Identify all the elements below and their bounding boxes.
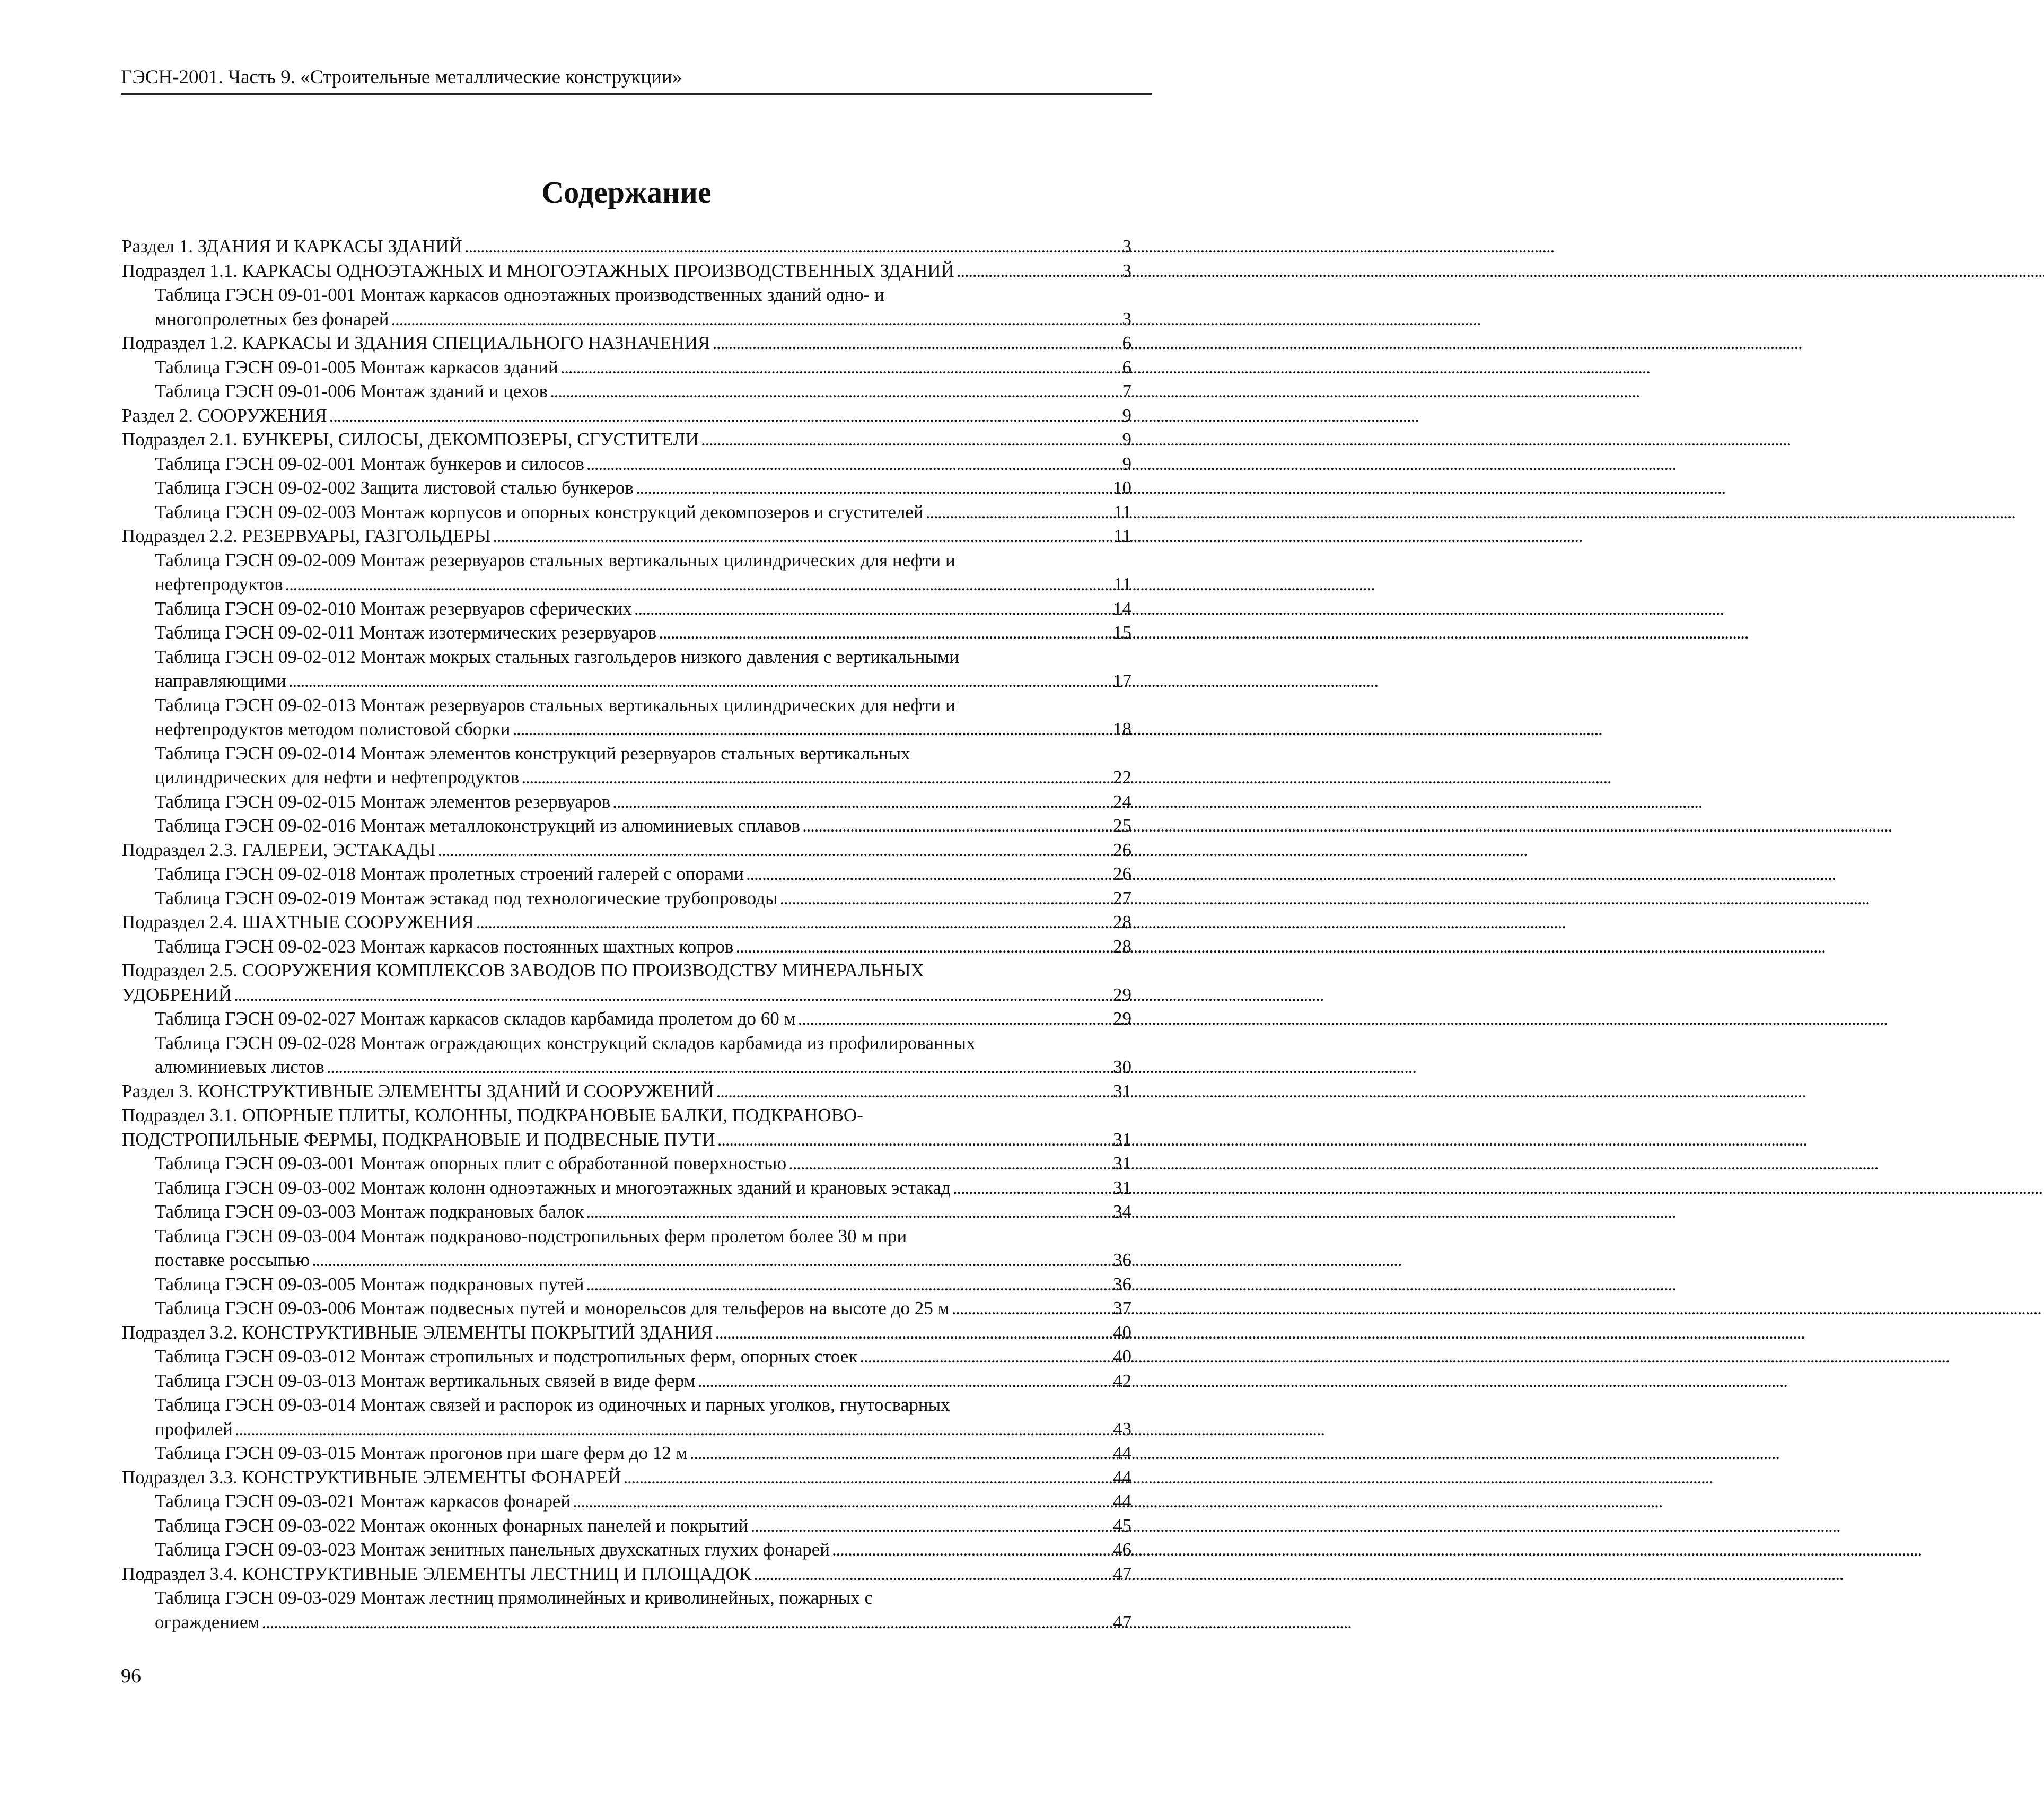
toc-entry-text: Таблица ГЭСН 09-02-012 Монтаж мокрых стальных газгольдеров низкого давления с вертикальными — [155, 646, 959, 667]
toc-page-number: 11 — [1113, 501, 1131, 522]
dot-leader — [464, 234, 1120, 259]
toc-line — [155, 1586, 1131, 1610]
toc-entry-text: Таблица ГЭСН 09-03-023 Монтаж зенитных панельных двухскатных глухих фонарей — [155, 1539, 830, 1560]
toc-page-number: 31 — [1113, 1177, 1131, 1198]
toc-entry-text: Таблица ГЭСН 09-03-002 Монтаж колонн одноэтажных и многоэтажных зданий и крановых эстакад — [155, 1177, 951, 1198]
toc-page-number: 31 — [1113, 1080, 1131, 1102]
toc-line — [155, 1489, 1131, 1514]
toc-line — [155, 1031, 1131, 1055]
toc-page-number: 42 — [1113, 1370, 1131, 1391]
toc-line — [155, 1055, 1131, 1079]
toc-line — [155, 500, 1131, 525]
toc-line — [155, 1393, 1131, 1417]
toc-table-entry[interactable] — [122, 621, 1131, 645]
dot-leader — [329, 404, 1120, 428]
dot-leader — [586, 1200, 1111, 1224]
toc-page-number: 22 — [1113, 767, 1131, 788]
toc-table-entry[interactable] — [122, 1296, 1131, 1321]
toc-entry-text: Таблица ГЭСН 09-03-022 Монтаж оконных фонарных панелей и покрытий — [155, 1515, 749, 1536]
toc-entry-text: направляющими — [155, 670, 286, 691]
toc-line — [122, 1321, 1131, 1345]
toc-line — [122, 404, 1131, 428]
dot-leader — [573, 1489, 1111, 1514]
toc-line — [155, 1610, 1131, 1635]
toc-entry-text: Таблица ГЭСН 09-02-014 Монтаж элементов конструкций резервуаров стальных вертикальных — [155, 742, 910, 764]
toc-table-entry[interactable] — [122, 548, 1131, 597]
toc-table-entry[interactable] — [122, 1344, 1131, 1369]
toc-line — [155, 1538, 1131, 1562]
toc-line — [155, 717, 1131, 741]
toc-line — [155, 1514, 1131, 1538]
page-number: 96 — [121, 1665, 141, 1687]
toc-table-entry[interactable] — [122, 790, 1131, 814]
toc-entry-text: Подраздел 1.1. КАРКАСЫ ОДНОЭТАЖНЫХ И МНОГОЭТАЖНЫХ ПРОИЗВОДСТВЕННЫХ ЗДАНИЙ — [122, 260, 954, 281]
toc-page-number: 28 — [1113, 912, 1131, 932]
toc-table-entry[interactable] — [122, 1369, 1131, 1393]
toc-entry-text: Таблица ГЭСН 09-02-015 Монтаж элементов резервуаров — [155, 791, 611, 812]
toc-page-number: 9 — [1122, 405, 1131, 426]
toc-subsection[interactable] — [122, 1465, 1131, 1490]
toc-line — [155, 693, 1131, 718]
dot-leader — [235, 1417, 1111, 1442]
toc-entry-text: ПОДСТРОПИЛЬНЫЕ ФЕРМЫ, ПОДКРАНОВЫЕ И ПОДВЕСНЫЕ ПУТИ — [122, 1129, 715, 1150]
dot-leader — [832, 1538, 1111, 1562]
toc-table-entry[interactable] — [122, 1586, 1131, 1634]
toc-subsection[interactable] — [122, 427, 1131, 452]
toc-entry-text: Таблица ГЭСН 09-02-019 Монтаж эстакад под технологические трубопроводы — [155, 887, 778, 908]
dot-leader — [717, 1128, 1111, 1152]
toc-page-number: 3 — [1122, 260, 1131, 281]
toc-page-number: 31 — [1113, 1129, 1131, 1150]
table-of-contents — [122, 234, 1131, 1634]
toc-subsection[interactable] — [122, 331, 1131, 355]
dot-leader — [493, 524, 1111, 548]
toc-line — [155, 476, 1131, 500]
toc-table-entry[interactable] — [122, 283, 1131, 331]
dot-leader — [715, 1321, 1111, 1345]
toc-entry-text: Подраздел 3.2. КОНСТРУКТИВНЫЕ ЭЛЕМЕНТЫ ПОКРЫТИЙ ЗДАНИЯ — [122, 1322, 713, 1343]
dot-leader — [701, 427, 1120, 452]
toc-line — [122, 838, 1131, 862]
toc-line — [122, 1465, 1131, 1490]
toc-entry-text: Подраздел 2.5. СООРУЖЕНИЯ КОМПЛЕКСОВ ЗАВОДОВ ПО ПРОИЗВОДСТВУ МИНЕРАЛЬНЫХ — [122, 960, 924, 981]
toc-page-number: 44 — [1113, 1491, 1131, 1512]
toc-page-number: 30 — [1113, 1056, 1131, 1077]
toc-table-entry[interactable] — [122, 741, 1131, 790]
toc-entry-text: Таблица ГЭСН 09-03-012 Монтаж стропильных и подстропильных ферм, опорных стоек — [155, 1346, 858, 1367]
dot-leader — [586, 452, 1120, 476]
toc-table-entry[interactable] — [122, 934, 1131, 959]
toc-entry-text: Таблица ГЭСН 09-02-010 Монтаж резервуаров сферических — [155, 598, 632, 619]
toc-page-number: 46 — [1113, 1539, 1131, 1560]
toc-page-number: 27 — [1113, 887, 1131, 908]
toc-entry-text: Таблица ГЭСН 09-03-006 Монтаж подвесных путей и монорельсов для тельферов на высоте до 25 м — [155, 1298, 950, 1318]
toc-table-entry[interactable] — [122, 379, 1131, 404]
dot-leader — [234, 983, 1111, 1007]
toc-line — [155, 1200, 1131, 1224]
toc-page-number: 37 — [1113, 1298, 1131, 1318]
toc-line — [155, 814, 1131, 838]
toc-line — [155, 548, 1131, 573]
dot-leader — [788, 1151, 1111, 1176]
dot-leader — [659, 621, 1111, 645]
toc-line — [155, 283, 1131, 307]
toc-line — [155, 1272, 1131, 1297]
toc-entry-text: Таблица ГЭСН 09-03-029 Монтаж лестниц прямолинейных и криволинейных, пожарных с — [155, 1587, 873, 1608]
toc-page-number: 9 — [1122, 453, 1131, 474]
toc-page-number: 47 — [1113, 1563, 1131, 1584]
dot-leader — [288, 669, 1111, 693]
toc-page-number: 43 — [1113, 1418, 1131, 1439]
toc-page-number: 28 — [1113, 936, 1131, 957]
toc-entry-text: поставке россыпью — [155, 1250, 310, 1270]
toc-line — [122, 427, 1131, 452]
dot-leader — [285, 572, 1112, 597]
toc-subsection[interactable] — [122, 910, 1131, 934]
toc-page-number: 45 — [1113, 1515, 1131, 1536]
dot-leader — [327, 1055, 1111, 1079]
toc-line — [155, 1417, 1131, 1442]
toc-entry-text: Таблица ГЭСН 09-03-021 Монтаж каркасов фонарей — [155, 1491, 571, 1512]
toc-entry-text: Подраздел 3.4. КОНСТРУКТИВНЫЕ ЭЛЕМЕНТЫ ЛЕСТНИЦ И ПЛОЩАДОК — [122, 1563, 752, 1584]
dot-leader — [634, 597, 1111, 621]
toc-line — [122, 524, 1131, 548]
toc-table-entry[interactable] — [122, 645, 1131, 693]
toc-line — [122, 259, 1131, 283]
toc-table-entry[interactable] — [122, 1007, 1131, 1031]
toc-subsection[interactable] — [122, 1103, 1131, 1151]
toc-entry-text: Подраздел 2.4. ШАХТНЫЕ СООРУЖЕНИЯ — [122, 912, 474, 932]
toc-line — [122, 1103, 1131, 1128]
toc-section[interactable] — [122, 404, 1131, 428]
toc-table-entry[interactable] — [122, 862, 1131, 886]
toc-subsection[interactable] — [122, 958, 1131, 1007]
toc-page-number: 3 — [1122, 308, 1131, 329]
toc-table-entry[interactable] — [122, 597, 1131, 621]
toc-entry-text: профилей — [155, 1418, 233, 1439]
toc-line — [155, 355, 1131, 380]
toc-line — [155, 379, 1131, 404]
dot-leader — [753, 1562, 1111, 1586]
dot-leader — [262, 1610, 1111, 1635]
dot-leader — [802, 814, 1111, 838]
toc-table-entry[interactable] — [122, 1151, 1131, 1176]
toc-entry-text: Таблица ГЭСН 09-03-014 Монтаж связей и распорок из одиночных и парных уголков, гнутосварных — [155, 1394, 950, 1415]
toc-entry-text: Таблица ГЭСН 09-02-028 Монтаж ограждающих конструкций складов карбамида из профилированных — [155, 1032, 976, 1053]
dot-leader — [953, 1176, 1111, 1200]
toc-table-entry[interactable] — [122, 1538, 1131, 1562]
dot-leader — [586, 1272, 1111, 1297]
toc-table-entry[interactable] — [122, 452, 1131, 476]
toc-subsection[interactable] — [122, 259, 1131, 283]
dot-leader — [690, 1441, 1111, 1465]
toc-table-entry[interactable] — [122, 1272, 1131, 1297]
toc-line — [155, 1176, 1131, 1200]
toc-entry-text: Подраздел 3.1. ОПОРНЫЕ ПЛИТЫ, КОЛОННЫ, ПОДКРАНОВЫЕ БАЛКИ, ПОДКРАНОВО- — [122, 1105, 863, 1125]
toc-page-number: 6 — [1122, 356, 1131, 378]
toc-page-number: 34 — [1113, 1201, 1131, 1222]
dot-leader — [859, 1344, 1111, 1369]
toc-entry-text: Подраздел 1.2. КАРКАСЫ И ЗДАНИЯ СПЕЦИАЛЬНОГО НАЗНАЧЕНИЯ — [122, 333, 710, 353]
toc-line — [155, 597, 1131, 621]
toc-entry-text: УДОБРЕНИЙ — [122, 984, 232, 1005]
toc-entry-text: Подраздел 2.2. РЕЗЕРВУАРЫ, ГАЗГОЛЬДЕРЫ — [122, 526, 491, 546]
toc-line — [155, 1296, 1131, 1321]
toc-entry-text: Таблица ГЭСН 09-02-018 Монтаж пролетных строений галерей с опорами — [155, 863, 744, 884]
toc-entry-text: Таблица ГЭСН 09-03-015 Монтаж прогонов при шаге ферм до 12 м — [155, 1443, 688, 1463]
dot-leader — [612, 790, 1111, 814]
toc-page-number: 15 — [1113, 622, 1131, 643]
toc-entry-text: Таблица ГЭСН 09-02-001 Монтаж бункеров и силосов — [155, 453, 584, 474]
toc-entry-text: Таблица ГЭСН 09-03-005 Монтаж подкрановых путей — [155, 1273, 584, 1295]
toc-page-number: 44 — [1113, 1466, 1131, 1488]
toc-line — [155, 934, 1131, 959]
toc-page-number: 9 — [1122, 429, 1131, 450]
toc-line — [155, 307, 1131, 331]
dot-leader — [713, 331, 1120, 355]
toc-table-entry[interactable] — [122, 1393, 1131, 1441]
toc-page-number: 36 — [1113, 1250, 1131, 1270]
toc-line — [155, 572, 1131, 597]
dot-leader — [437, 838, 1111, 862]
toc-entry-text: Таблица ГЭСН 09-01-005 Монтаж каркасов зданий — [155, 356, 558, 378]
toc-entry-text: Таблица ГЭСН 09-03-013 Монтаж вертикальных связей в виде ферм — [155, 1370, 696, 1391]
toc-entry-text: Раздел 1. ЗДАНИЯ И КАРКАСЫ ЗДАНИЙ — [122, 236, 462, 257]
toc-line — [155, 790, 1131, 814]
toc-table-entry[interactable] — [122, 886, 1131, 911]
toc-page-number: 18 — [1113, 719, 1131, 739]
dot-leader — [521, 765, 1111, 790]
toc-table-entry[interactable] — [122, 1489, 1131, 1514]
toc-entry-text: нефтепродуктов методом полистовой сборки — [155, 719, 511, 739]
toc-line — [122, 958, 1131, 983]
toc-page-number: 11 — [1113, 574, 1131, 595]
dot-leader — [716, 1079, 1111, 1104]
toc-entry-text: нефтепродуктов — [155, 574, 283, 595]
toc-line — [122, 1562, 1131, 1586]
dot-leader — [746, 862, 1111, 886]
toc-page-number: 3 — [1122, 236, 1131, 257]
toc-page-number: 40 — [1113, 1322, 1131, 1343]
dot-leader — [550, 379, 1120, 404]
toc-subsection[interactable] — [122, 1562, 1131, 1586]
dot-leader — [798, 1007, 1111, 1031]
toc-line — [155, 862, 1131, 886]
toc-entry-text: алюминиевых листов — [155, 1056, 324, 1077]
toc-line — [155, 886, 1131, 911]
toc-entry-text: Таблица ГЭСН 09-02-002 Защита листовой сталью бункеров — [155, 477, 634, 498]
toc-line — [122, 1079, 1131, 1104]
toc-page-number: 26 — [1113, 839, 1131, 860]
header-rule — [121, 93, 1152, 95]
toc-table-entry[interactable] — [122, 355, 1131, 380]
toc-entry-text: Таблица ГЭСН 09-02-003 Монтаж корпусов и опорных конструкций декомпозеров и сгустителей — [155, 501, 924, 522]
toc-entry-text: Таблица ГЭСН 09-02-009 Монтаж резервуаров стальных вертикальных цилиндрических для нефти и — [155, 549, 955, 571]
toc-line — [155, 669, 1131, 693]
toc-entry-text: Раздел 3. КОНСТРУКТИВНЫЕ ЭЛЕМЕНТЫ ЗДАНИЙ И СООРУЖЕНИЙ — [122, 1080, 714, 1102]
toc-page-number: 24 — [1113, 791, 1131, 812]
toc-entry-text: Подраздел 2.1. БУНКЕРЫ, СИЛОСЫ, ДЕКОМПОЗЕРЫ, СГУСТИТЕЛИ — [122, 429, 699, 450]
running-header: ГЭСН-2001. Часть 9. «Строительные металлические конструкции» — [121, 66, 682, 88]
toc-entry-text: Таблица ГЭСН 09-03-001 Монтаж опорных плит с обработанной поверхностью — [155, 1153, 787, 1174]
toc-line — [155, 1369, 1131, 1393]
toc-page-number: 29 — [1113, 1008, 1131, 1029]
toc-table-entry[interactable] — [122, 1224, 1131, 1272]
toc-entry-text: Таблица ГЭСН 09-02-011 Монтаж изотермических резервуаров — [155, 622, 657, 643]
toc-table-entry[interactable] — [122, 814, 1131, 838]
toc-line — [155, 1441, 1131, 1465]
toc-table-entry[interactable] — [122, 1031, 1131, 1079]
toc-line — [122, 234, 1131, 259]
dot-leader — [751, 1514, 1111, 1538]
toc-page-number: 36 — [1113, 1273, 1131, 1295]
toc-entry-text: Таблица ГЭСН 09-03-003 Монтаж подкрановых балок — [155, 1201, 584, 1222]
toc-page-number: 31 — [1113, 1153, 1131, 1174]
toc-line — [155, 1248, 1131, 1272]
toc-subsection[interactable] — [122, 838, 1131, 862]
dot-leader — [391, 307, 1120, 331]
toc-page-number: 25 — [1113, 815, 1131, 836]
dot-leader — [636, 476, 1111, 500]
toc-entry-text: Таблица ГЭСН 09-02-016 Монтаж металлоконструкций из алюминиевых сплавов — [155, 815, 801, 836]
dot-leader — [476, 910, 1111, 934]
dot-leader — [957, 259, 1120, 283]
toc-page-number: 26 — [1113, 863, 1131, 884]
dot-leader — [926, 500, 1112, 525]
toc-entry-text: Таблица ГЭСН 09-01-006 Монтаж зданий и цехов — [155, 381, 548, 401]
toc-line — [155, 765, 1131, 790]
toc-table-entry[interactable] — [122, 1200, 1131, 1224]
toc-page-number: 10 — [1113, 477, 1131, 498]
toc-line — [155, 645, 1131, 669]
toc-line — [155, 1151, 1131, 1176]
toc-table-entry[interactable] — [122, 1441, 1131, 1465]
toc-section[interactable] — [122, 234, 1131, 259]
toc-page-number: 6 — [1122, 333, 1131, 353]
toc-entry-text: ограждением — [155, 1611, 260, 1632]
toc-page-number: 29 — [1113, 984, 1131, 1005]
toc-page-number: 47 — [1113, 1611, 1131, 1632]
toc-line — [155, 1007, 1131, 1031]
toc-page-number: 7 — [1122, 381, 1131, 401]
toc-section[interactable] — [122, 1079, 1131, 1104]
toc-entry-text: Раздел 2. СООРУЖЕНИЯ — [122, 405, 327, 426]
toc-page-number: 40 — [1113, 1346, 1131, 1367]
dot-leader — [513, 717, 1111, 741]
toc-entry-text: Подраздел 3.3. КОНСТРУКТИВНЫЕ ЭЛЕМЕНТЫ ФОНАРЕЙ — [122, 1466, 621, 1488]
toc-line — [155, 452, 1131, 476]
dot-leader — [560, 355, 1120, 380]
toc-table-entry[interactable] — [122, 500, 1131, 525]
toc-page-number: 14 — [1113, 598, 1131, 619]
toc-page-number: 17 — [1113, 670, 1131, 691]
dot-leader — [698, 1369, 1111, 1393]
toc-entry-text: Таблица ГЭСН 09-02-013 Монтаж резервуаров стальных вертикальных цилиндрических для нефти и — [155, 694, 955, 715]
toc-table-entry[interactable] — [122, 1514, 1131, 1538]
toc-line — [122, 910, 1131, 934]
toc-line — [122, 1128, 1131, 1152]
toc-table-entry[interactable] — [122, 476, 1131, 500]
toc-line — [155, 741, 1131, 766]
toc-line — [155, 621, 1131, 645]
toc-line — [155, 1344, 1131, 1369]
toc-entry-text: Таблица ГЭСН 09-02-027 Монтаж каркасов складов карбамида пролетом до 60 м — [155, 1008, 796, 1029]
page-title: Содержание — [541, 175, 712, 209]
toc-entry-text: Таблица ГЭСН 09-03-004 Монтаж подкраново-подстропильных ферм пролетом более 30 м при — [155, 1225, 907, 1246]
dot-leader — [312, 1248, 1111, 1272]
toc-entry-text: цилиндрических для нефти и нефтепродуктов — [155, 767, 520, 788]
toc-line — [122, 983, 1131, 1007]
toc-entry-text: многопролетных без фонарей — [155, 308, 389, 329]
toc-subsection[interactable] — [122, 524, 1131, 548]
toc-entry-text: Таблица ГЭСН 09-01-001 Монтаж каркасов одноэтажных производственных зданий одно- и — [155, 284, 884, 305]
dot-leader — [623, 1465, 1111, 1490]
toc-table-entry[interactable] — [122, 1176, 1131, 1200]
toc-page-number: 11 — [1113, 526, 1131, 546]
toc-line — [155, 1224, 1131, 1248]
toc-entry-text: Таблица ГЭСН 09-02-023 Монтаж каркасов постоянных шахтных копров — [155, 936, 734, 957]
toc-entry-text: Подраздел 2.3. ГАЛЕРЕИ, ЭСТАКАДЫ — [122, 839, 436, 860]
dot-leader — [952, 1296, 1111, 1321]
toc-subsection[interactable] — [122, 1321, 1131, 1345]
toc-table-entry[interactable] — [122, 693, 1131, 741]
toc-page-number: 44 — [1113, 1443, 1131, 1463]
toc-line — [122, 331, 1131, 355]
dot-leader — [779, 886, 1111, 911]
dot-leader — [735, 934, 1111, 959]
